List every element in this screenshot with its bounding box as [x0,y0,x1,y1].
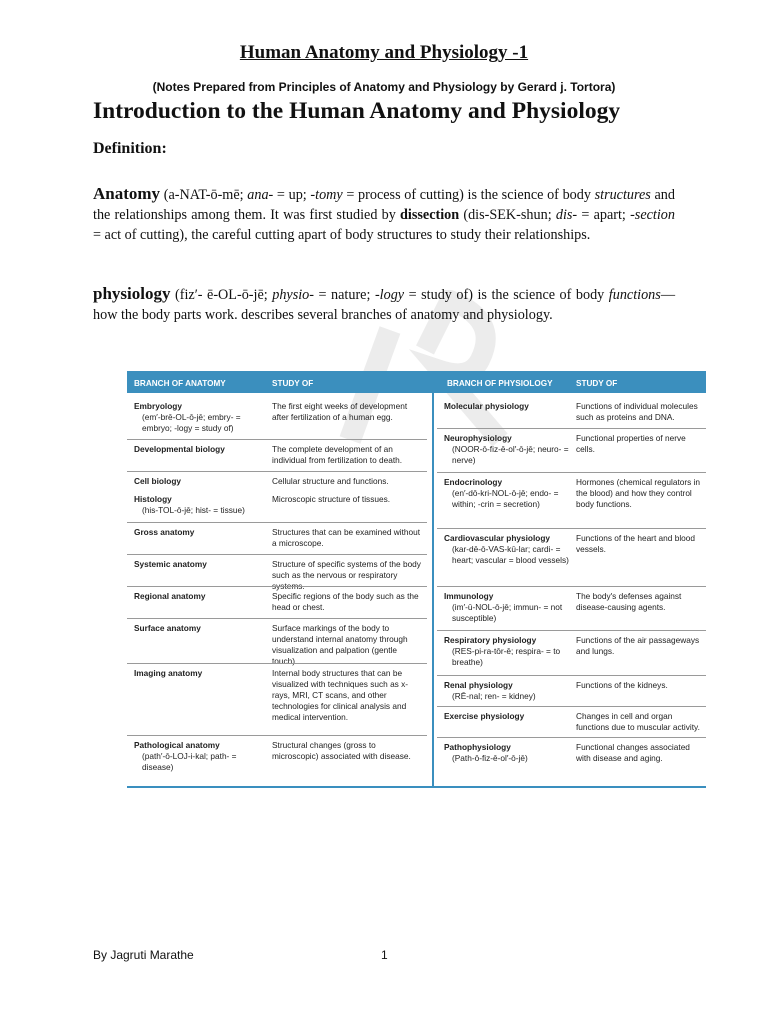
branch-label: Immunology [444,591,494,601]
column-divider [432,393,434,786]
branch-name [134,494,266,516]
table-row [127,735,427,784]
text-run: structures [594,187,651,203]
footer-author: By Jagruti Marathe [93,948,194,962]
table-header [127,371,706,393]
study-of-cell: The complete development of an individual from fertilization to death. [272,444,403,465]
branch-label: Regional anatomy [134,591,206,601]
branch-name [134,559,266,570]
physiology-definition [93,284,675,326]
study-of-cell: Surface markings of the body to understand internal anatomy through visualization and palpation (gentle touch). [272,623,408,666]
branch-label: Imaging anatomy [134,668,203,678]
branch-name [134,668,266,679]
branch-name [134,623,266,634]
table-row [127,490,427,521]
branch-name [444,401,572,412]
table-row [437,528,706,586]
pronunciation: (path′-ō-LOJ-i-kal; path- = disease) [142,751,237,772]
text-run: (a-NAT-ō-mē; [160,187,248,203]
table-row [437,675,706,706]
pronunciation: (kar-dē-ō-VAS-kū-lar; cardi- = heart; vascular = blood vessels) [452,544,569,565]
branch-name [134,401,266,434]
pronunciation: (NOOR-ō-fiz-ē-ol′-ō-jē; neuro- = nerve) [452,444,569,465]
table-row [127,554,427,591]
study-of-cell: Functions of the air passageways and lungs. [576,635,700,656]
branch-label: Cardiovascular physiology [444,533,551,543]
branch-name [444,711,572,722]
text-run: = nature; [314,287,375,303]
branch-name [444,591,572,624]
pronunciation: (im′-ū-NOL-ō-jē; immun- = not susceptible) [452,602,563,623]
table-row [127,471,427,490]
table-row [437,630,706,675]
table-row [437,706,706,737]
text-run: = apart; [577,206,631,223]
table-row [127,439,427,471]
study-of-cell: Structural changes (gross to microscopic) associated with disease. [272,740,411,761]
study-of-cell: Functional changes associated with disease and aging. [576,742,690,763]
text-run: -logy [374,287,405,303]
table-row [437,428,706,472]
table-row [127,618,427,666]
study-of-cell: Cellular structure and functions. [272,476,389,486]
table-row [437,397,706,428]
branch-label: Histology [134,494,172,504]
pronunciation: (RES-pi-ra-tōr-ē; respira- = to breathe) [452,646,561,667]
table-row [437,737,706,784]
branch-label: Embryology [134,401,182,411]
header-branch-physiology: BRANCH OF PHYSIOLOGY [447,379,553,388]
branch-name [134,444,266,455]
text-run: functions [608,287,661,303]
text-run: -tomy [310,187,343,203]
branch-label: Surface anatomy [134,623,201,633]
study-of-cell: Internal body structures that can be visualized with techniques such as x-rays, MRI, CT scans, and other technologies for clinical analysis and medical intervention. [272,668,409,722]
study-of-cell: Structure of specific systems of the body such as the nervous or respiratory systems. [272,559,421,591]
branch-label: Cell biology [134,476,182,486]
study-of-cell: Microscopic structure of tissues. [272,494,391,504]
table-row [127,586,427,618]
pronunciation: (Path-ō-fiz-ē-ol′-ō-jē) [452,753,528,763]
study-of-cell: The body's defenses against disease-causing agents. [576,591,682,612]
study-of-cell: Functions of the heart and blood vessels. [576,533,696,554]
pronunciation: (RĒ-nal; ren- = kidney) [452,691,536,701]
header-branch-anatomy: BRANCH OF ANATOMY [134,379,226,388]
branch-label: Renal physiology [444,680,513,690]
table-row [437,472,706,528]
branch-label: Gross anatomy [134,527,195,537]
study-of-cell: Functions of individual molecules such as proteins and DNA. [576,401,698,422]
anatomy-term: Anatomy [93,184,161,203]
branch-label: Neurophysiology [444,433,512,443]
branch-name [444,635,572,668]
branch-name [444,680,572,702]
study-of-cell: Functional properties of nerve cells. [576,433,686,454]
branch-label: Exercise physiology [444,711,525,721]
pronunciation: (en′-dō-kri-NOL-ō-jē; endo- = within; -crin = secretion) [452,488,559,509]
text-run: —how the body parts work. describes several branches of anatomy and physiology. [93,287,675,323]
text-run: dissection [400,206,460,223]
table-row [127,397,427,438]
document-title: Human Anatomy and Physiology -1 [239,42,529,63]
header-study-of: STUDY OF [576,379,618,388]
text-run: ana- [247,187,274,203]
branch-label: Systemic anatomy [134,559,207,569]
text-run: = process of cutting) is the science of body [342,187,595,203]
branch-label: Pathological anatomy [134,740,220,750]
branch-label: Molecular physiology [444,401,529,411]
text-run: (dis-SEK-shun; [459,206,556,223]
text-run: and the relationships among them. It was first studied by [93,187,675,223]
study-of-cell: Specific regions of the body such as the head or chest. [272,591,419,612]
pronunciation: (his-TOL-ō-jē; hist- = tissue) [142,505,245,515]
page-number: 1 [381,948,388,962]
branch-name [444,433,572,466]
physiology-term: physiology [93,284,171,303]
branch-label: Endocrinology [444,477,503,487]
header-study-of: STUDY OF [272,379,314,388]
branch-name [134,740,266,773]
branch-name [444,533,572,566]
table-row [127,522,427,554]
section-heading: Introduction to the Human Anatomy and Physiology [93,98,621,124]
document-subtitle: (Notes Prepared from Principles of Anatomy and Physiology by Gerard j. Tortora) [152,80,616,94]
branch-name [134,476,266,487]
text-run: = study of) is the science of body [404,287,609,303]
study-of-cell: Hormones (chemical regulators in the blood) and how they control body functions. [576,477,701,509]
pronunciation: (em′-brē-OL-ō-jē; embry- = embryo; -logy = study of) [142,412,241,433]
branch-name [134,527,266,538]
study-of-cell: Functions of the kidneys. [576,680,668,690]
text-run: dis- [555,206,578,223]
table-row [127,663,427,735]
branch-label: Pathophysiology [444,742,511,752]
study-of-cell: Structures that can be examined without a microscope. [272,527,421,548]
branch-label: Developmental biology [134,444,225,454]
anatomy-definition [93,184,675,245]
study-of-cell: Changes in cell and organ functions due to muscular activity. [576,711,700,732]
branch-name [444,477,572,510]
text-run: = up; [273,187,311,203]
branches-table [127,371,706,788]
branch-label: Respiratory physiology [444,635,537,645]
text-run: physio- [272,287,314,303]
table-row [437,586,706,630]
text-run: (fiz′- ē-OL-ō-jē; [170,287,273,303]
definition-heading: Definition: [93,140,167,157]
text-run: = act of cutting), the careful cutting apart of body structures to study their relationships. [93,226,591,243]
branch-name [444,742,572,764]
study-of-cell: The first eight weeks of development after fertilization of a human egg. [272,401,408,422]
text-run: -section [630,206,675,223]
branch-name [134,591,266,602]
